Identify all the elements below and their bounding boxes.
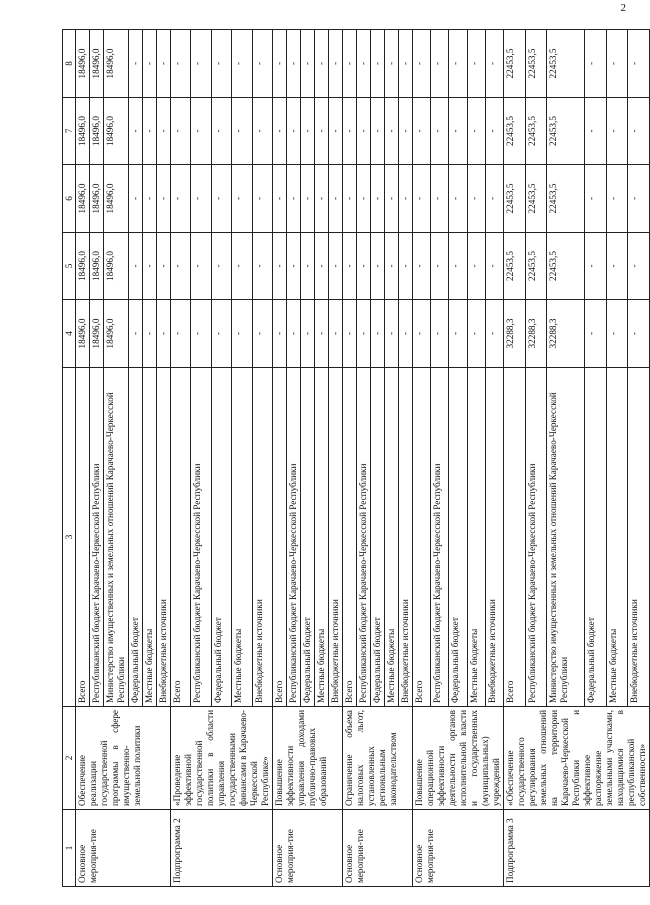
table-frame (62, 30, 647, 887)
funding-source: Республиканский бюджет Карачаево-Черкесской Республики (357, 368, 371, 707)
funding-source: Всего (504, 368, 526, 707)
col-header: 8 (63, 30, 76, 98)
amount-cell: 22453,5 (525, 30, 547, 98)
amount-cell: 18496,0 (90, 98, 104, 165)
amount-cell: 18496,0 (104, 98, 129, 165)
amount-cell: - (301, 233, 315, 300)
table-row (504, 30, 526, 887)
amount-cell: 22453,5 (547, 98, 585, 165)
amount-cell: - (129, 30, 143, 98)
table-row (76, 30, 90, 887)
amount-cell: - (301, 98, 315, 165)
amount-cell: - (273, 98, 287, 165)
amount-cell: - (371, 165, 385, 233)
amount-cell: - (191, 233, 211, 300)
amount-cell: - (485, 300, 503, 368)
amount-cell: - (606, 233, 628, 300)
amount-cell: 22453,5 (547, 30, 585, 98)
amount-cell: - (171, 98, 191, 165)
amount-cell: - (329, 233, 343, 300)
amount-cell: - (211, 165, 231, 233)
amount-cell: - (301, 165, 315, 233)
amount-cell: - (315, 233, 329, 300)
amount-cell: 18496,0 (104, 30, 129, 98)
col-header: 3 (63, 368, 76, 707)
funding-source: Внебюджетные источники (252, 368, 272, 707)
col-header: 5 (63, 233, 76, 300)
funding-source: Федеральный бюджет (449, 368, 467, 707)
funding-table (62, 29, 650, 887)
amount-cell: - (129, 98, 143, 165)
amount-cell: - (315, 300, 329, 368)
amount-cell: - (273, 165, 287, 233)
amount-cell: 18496,0 (76, 300, 90, 368)
funding-source: Всего (343, 368, 357, 707)
amount-cell: - (157, 233, 171, 300)
activity-type: Основное мероприя-тие (413, 810, 504, 887)
amount-cell: - (371, 30, 385, 98)
amount-cell: - (273, 233, 287, 300)
amount-cell: - (628, 233, 650, 300)
amount-cell: - (157, 98, 171, 165)
amount-cell: - (431, 165, 449, 233)
amount-cell: - (191, 98, 211, 165)
amount-cell: - (301, 300, 315, 368)
table-row (273, 30, 287, 887)
amount-cell: - (357, 165, 371, 233)
amount-cell: - (252, 300, 272, 368)
amount-cell: - (585, 30, 607, 98)
amount-cell: - (485, 233, 503, 300)
activity-type: Основное мероприя-тие (76, 810, 171, 887)
amount-cell: - (343, 30, 357, 98)
funding-source: Федеральный бюджет (211, 368, 231, 707)
amount-cell: 18496,0 (90, 165, 104, 233)
amount-cell: - (413, 98, 431, 165)
activity-name: «Обеспечение государственного регулирования земельных отношений на территории Карачаево-Черкесской Республики и эффективное распоряжение земельными участками, находящимися в республиканской собственности» (504, 707, 650, 810)
funding-source: Местные бюджеты (467, 368, 485, 707)
amount-cell: - (385, 98, 399, 165)
funding-source: Федеральный бюджет (585, 368, 607, 707)
amount-cell: - (211, 30, 231, 98)
amount-cell: 22453,5 (525, 165, 547, 233)
funding-source: Министерство имущественных и земельных отношений Карачаево-Черкесской Республики (104, 368, 129, 707)
amount-cell: 18496,0 (76, 165, 90, 233)
col-header: 4 (63, 300, 76, 368)
col-header: 6 (63, 165, 76, 233)
amount-cell: - (343, 165, 357, 233)
amount-cell: 32288,3 (547, 300, 585, 368)
funding-source: Федеральный бюджет (129, 368, 143, 707)
amount-cell: - (606, 30, 628, 98)
amount-cell: - (157, 300, 171, 368)
funding-source: Республиканский бюджет Карачаево-Черкесской Республики (287, 368, 301, 707)
header-row (63, 30, 76, 887)
amount-cell: - (315, 165, 329, 233)
amount-cell: 18496,0 (90, 30, 104, 98)
funding-source: Внебюджетные источники (485, 368, 503, 707)
amount-cell: - (157, 30, 171, 98)
amount-cell: - (467, 300, 485, 368)
amount-cell: - (585, 233, 607, 300)
amount-cell: - (385, 165, 399, 233)
amount-cell: - (273, 30, 287, 98)
activity-name: Ограничение объема налоговых льгот, установленных региональным законодательством (343, 707, 413, 810)
amount-cell: - (287, 165, 301, 233)
amount-cell: - (385, 30, 399, 98)
activity-name: Обеспечение реализации государственной программы в сфере имущественно-земельной политики (76, 707, 171, 810)
funding-source: Внебюджетные источники (329, 368, 343, 707)
amount-cell: - (252, 165, 272, 233)
amount-cell: - (232, 165, 252, 233)
amount-cell: - (399, 233, 413, 300)
funding-source: Федеральный бюджет (371, 368, 385, 707)
amount-cell: - (371, 300, 385, 368)
amount-cell: 18496,0 (76, 233, 90, 300)
amount-cell: - (485, 98, 503, 165)
amount-cell: - (449, 98, 467, 165)
amount-cell: - (171, 165, 191, 233)
amount-cell: - (449, 300, 467, 368)
col-header: 1 (63, 810, 76, 887)
amount-cell: 22453,5 (525, 98, 547, 165)
amount-cell: - (485, 165, 503, 233)
amount-cell: - (431, 30, 449, 98)
amount-cell: - (315, 30, 329, 98)
amount-cell: 18496,0 (76, 30, 90, 98)
amount-cell: - (413, 233, 431, 300)
table-row (343, 30, 357, 887)
amount-cell: - (232, 233, 252, 300)
funding-source: Всего (171, 368, 191, 707)
amount-cell: - (329, 30, 343, 98)
amount-cell: - (585, 300, 607, 368)
amount-cell: - (585, 98, 607, 165)
amount-cell: - (628, 300, 650, 368)
funding-source: Министерство имущественных и земельных отношений Карачаево-Черкесской Республики (547, 368, 585, 707)
amount-cell: - (628, 165, 650, 233)
amount-cell: - (467, 165, 485, 233)
activity-type: Подпрограмма 2 (171, 810, 273, 887)
funding-source: Всего (76, 368, 90, 707)
amount-cell: - (171, 300, 191, 368)
activity-type: Основное мероприя-тие (343, 810, 413, 887)
funding-source: Республиканский бюджет Карачаево-Черкесской Республики (90, 368, 104, 707)
rotated-page (62, 30, 647, 887)
amount-cell: - (431, 233, 449, 300)
amount-cell: - (357, 300, 371, 368)
amount-cell: - (606, 165, 628, 233)
amount-cell: - (143, 165, 157, 233)
amount-cell: - (232, 300, 252, 368)
funding-source: Местные бюджеты (606, 368, 628, 707)
funding-source: Внебюджетные источники (628, 368, 650, 707)
amount-cell: - (343, 98, 357, 165)
amount-cell: 22453,5 (547, 233, 585, 300)
amount-cell: - (371, 233, 385, 300)
amount-cell: - (287, 233, 301, 300)
amount-cell: - (357, 30, 371, 98)
col-header: 7 (63, 98, 76, 165)
amount-cell: - (191, 300, 211, 368)
amount-cell: - (171, 30, 191, 98)
amount-cell: - (431, 98, 449, 165)
funding-source: Местные бюджеты (232, 368, 252, 707)
amount-cell: - (143, 300, 157, 368)
amount-cell: 22453,5 (504, 165, 526, 233)
amount-cell: - (252, 98, 272, 165)
amount-cell: - (449, 30, 467, 98)
amount-cell: - (606, 98, 628, 165)
amount-cell: - (171, 233, 191, 300)
amount-cell: - (157, 165, 171, 233)
amount-cell: - (287, 30, 301, 98)
amount-cell: 18496,0 (90, 233, 104, 300)
amount-cell: - (357, 98, 371, 165)
funding-source: Местные бюджеты (385, 368, 399, 707)
amount-cell: - (449, 165, 467, 233)
activity-name: Повышение эффективности управления доходами публично-правовых образований (273, 707, 343, 810)
amount-cell: - (628, 30, 650, 98)
funding-source: Местные бюджеты (143, 368, 157, 707)
amount-cell: - (343, 300, 357, 368)
funding-source: Внебюджетные источники (157, 368, 171, 707)
amount-cell: - (143, 233, 157, 300)
amount-cell: 32288,3 (525, 300, 547, 368)
funding-source: Федеральный бюджет (301, 368, 315, 707)
col-header: 2 (63, 707, 76, 810)
amount-cell: - (413, 300, 431, 368)
amount-cell: - (357, 233, 371, 300)
activity-type: Основное мероприя-тие (273, 810, 343, 887)
funding-source: Всего (273, 368, 287, 707)
amount-cell: - (129, 300, 143, 368)
activity-name: «Проведение эффективной государственной политики в области управления государственными финансами в Карачаево-Черкесской Республике» (171, 707, 273, 810)
amount-cell: - (129, 165, 143, 233)
amount-cell: - (273, 300, 287, 368)
amount-cell: - (191, 30, 211, 98)
amount-cell: 22453,5 (504, 30, 526, 98)
amount-cell: - (329, 165, 343, 233)
amount-cell: - (211, 98, 231, 165)
funding-source: Всего (413, 368, 431, 707)
table-row (171, 30, 191, 887)
amount-cell: - (301, 30, 315, 98)
funding-source: Внебюджетные источники (399, 368, 413, 707)
table-body (76, 30, 650, 887)
amount-cell: 22453,5 (525, 233, 547, 300)
amount-cell: 18496,0 (104, 233, 129, 300)
amount-cell: - (467, 233, 485, 300)
amount-cell: - (628, 98, 650, 165)
amount-cell: 18496,0 (76, 98, 90, 165)
amount-cell: 32288,3 (504, 300, 526, 368)
amount-cell: - (191, 165, 211, 233)
amount-cell: - (371, 98, 385, 165)
amount-cell: - (585, 165, 607, 233)
amount-cell: 22453,5 (504, 98, 526, 165)
table-row (413, 30, 431, 887)
amount-cell: - (467, 98, 485, 165)
amount-cell: - (467, 30, 485, 98)
amount-cell: - (287, 98, 301, 165)
page-number: 2 (620, 2, 626, 14)
funding-source: Республиканский бюджет Карачаево-Черкесской Республики (191, 368, 211, 707)
amount-cell: - (329, 98, 343, 165)
amount-cell: 22453,5 (547, 165, 585, 233)
amount-cell: - (385, 233, 399, 300)
amount-cell: - (449, 233, 467, 300)
amount-cell: - (343, 233, 357, 300)
amount-cell: - (211, 233, 231, 300)
amount-cell: - (485, 30, 503, 98)
activity-type: Подпрограмма 3 (504, 810, 650, 887)
amount-cell: - (143, 98, 157, 165)
amount-cell: - (211, 300, 231, 368)
amount-cell: - (399, 30, 413, 98)
amount-cell: - (232, 98, 252, 165)
amount-cell: - (413, 30, 431, 98)
amount-cell: 18496,0 (90, 300, 104, 368)
amount-cell: - (252, 233, 272, 300)
amount-cell: - (129, 233, 143, 300)
amount-cell: - (252, 30, 272, 98)
funding-source: Республиканский бюджет Карачаево-Черкесской Республики (525, 368, 547, 707)
amount-cell: 18496,0 (104, 165, 129, 233)
amount-cell: - (385, 300, 399, 368)
amount-cell: - (315, 98, 329, 165)
amount-cell: - (329, 300, 343, 368)
amount-cell: - (232, 30, 252, 98)
amount-cell: - (431, 300, 449, 368)
amount-cell: - (399, 165, 413, 233)
amount-cell: - (413, 165, 431, 233)
amount-cell: - (287, 300, 301, 368)
funding-source: Местные бюджеты (315, 368, 329, 707)
amount-cell: - (399, 98, 413, 165)
funding-source: Республиканский бюджет Карачаево-Черкесской Республики (431, 368, 449, 707)
amount-cell: 18496,0 (104, 300, 129, 368)
amount-cell: 22453,5 (504, 233, 526, 300)
amount-cell: - (606, 300, 628, 368)
activity-name: Повышение операционной эффективности деятельности органов исполнительной власти и государственных (муниципальных) учреждений (413, 707, 504, 810)
amount-cell: - (143, 30, 157, 98)
amount-cell: - (399, 300, 413, 368)
